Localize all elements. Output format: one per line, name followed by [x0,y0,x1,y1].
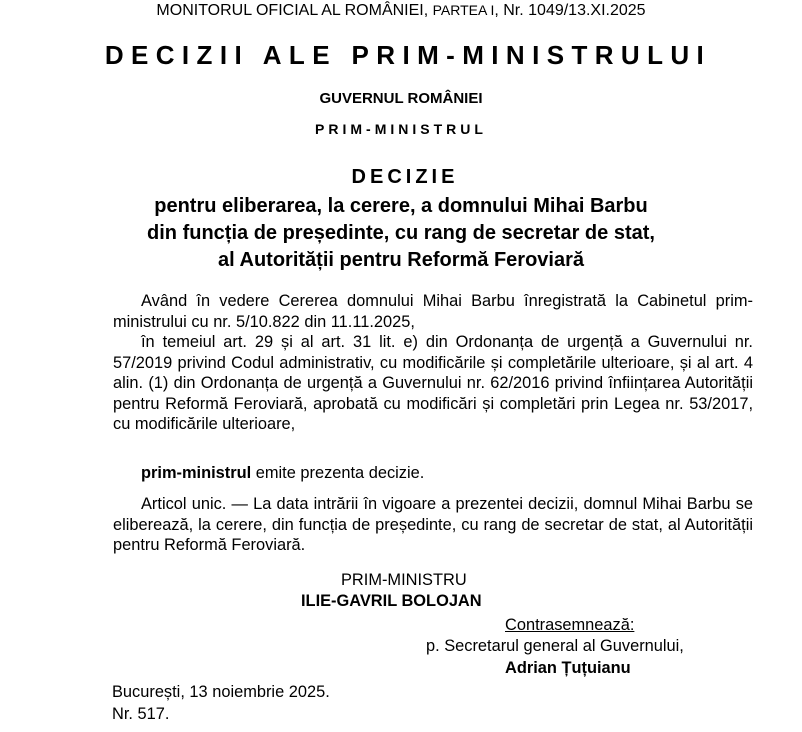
article-unique [113,494,753,556]
section-title: DECIZII ALE PRIM-MINISTRULUI [104,40,712,70]
pm-title: PRIM-MINISTRU [341,571,467,589]
decision-title-line-3: al Autorității pentru Reformă Feroviară [218,249,584,271]
countersign-role: p. Secretarul general al Guvernului, [426,637,684,655]
decision-number: Nr. 517. [112,705,170,723]
issuer: GUVERNUL ROMÂNIEI [319,90,483,107]
running-header-title: MONITORUL OFICIAL AL ROMÂNIEI, [156,2,433,19]
paragraph-legal-basis [113,332,753,435]
pm-name: ILIE-GAVRIL BOLOJAN [301,592,482,610]
issuer-bold: prim-ministrul [141,464,252,482]
running-header-issue: , Nr. 1049/13.XI.2025 [494,2,646,19]
paragraph-issuance [113,463,753,484]
paragraph-legal-basis-text: în temeiul art. 29 și al art. 31 lit. e) din Ordonanța de urgență a Guvernului nr. 57/2019 privind Codul administrativ, cu modificările și completările ulterioare, și al art. 4 alin. (1) din Ordonanța de urgență a Guvernului nr. 62/2016 privind înființarea Autorității pentru Reformă Feroviară, aprobată cu modificări și completări prin Legea nr. 53/2017, cu modificările ulterioare, [113,333,753,433]
paragraph-considering [113,291,753,332]
issuer-role: PRIM-MINISTRUL [315,121,487,137]
article-unique-text: Articol unic. — La data intrării în vigoare a prezentei decizii, domnul Mihai Barbu se eliberează, la cerere, din funcția de președinte, cu rang de secretar de stat, al Autorității pentru Reformă Feroviară. [113,495,753,554]
running-header-part: PARTEA I [432,2,495,18]
decision-heading: DECIZIE [351,166,459,188]
place-date: București, 13 noiembrie 2025. [112,683,330,701]
countersign-name: Adrian Țuțuianu [505,659,631,677]
paragraph-considering-text: Având în vedere Cererea domnului Mihai Barbu înregistrată la Cabinetul prim-ministrului cu nr. 5/10.822 din 11.11.2025, [113,292,753,331]
issuance-text: emite prezenta decizie. [251,464,425,482]
decision-title-line-1: pentru eliberarea, la cerere, a domnului Mihai Barbu [154,195,648,217]
countersign-label: Contrasemnează: [505,616,635,634]
decision-title-line-2: din funcția de președinte, cu rang de secretar de stat, [147,222,655,244]
running-header [0,2,802,20]
